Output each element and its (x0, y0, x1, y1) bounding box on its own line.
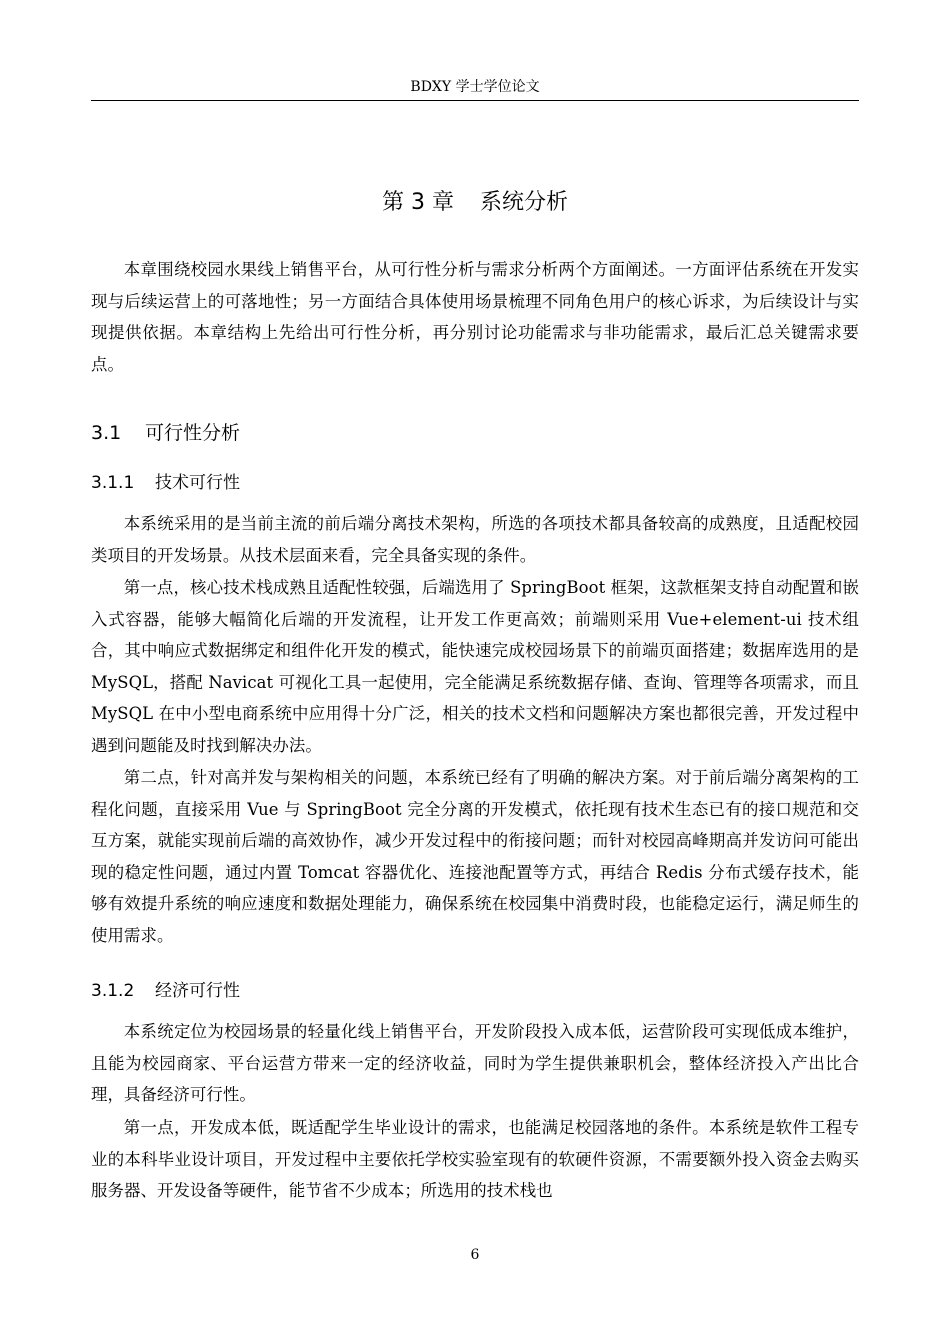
running-header: BDXY 学士学位论文 (410, 79, 540, 95)
page-number: 6 (470, 1247, 480, 1263)
paragraph: 第一点，核心技术栈成熟且适配性较强，后端选用了 SpringBoot 框架，这款框架支持自动配置和嵌入式容器，能够大幅简化后端的开发流程，让开发工作更高效；前端则采用 Vue+element-ui 技术组合，其中响应式数据绑定和组件化开发的模式，能快速完成校园场景下的前端页面搭建；数据库选用的是 MySQL，搭配 Navicat 可视化工具一起使用，完全能满足系统数据存储、查询、管理等各项需求，而且 MySQL 在中小型电商系统中应用得十分广泛，相关的技术文档和问题解决方案也都很完善，开发过程中遇到问题能及时找到解决办法。 (91, 578, 859, 755)
section-number: 3.1 (91, 422, 122, 444)
chapter-name: 系统分析 (479, 190, 568, 215)
intro-paragraph: 本章围绕校园水果线上销售平台，从可行性分析与需求分析两个方面阐述。一方面评估系统在开发实现与后续运营上的可落地性；另一方面结合具体使用场景梳理不同角色用户的核心诉求，为后续设计与实现提供依据。本章结构上先给出可行性分析，再分别讨论功能需求与非功能需求，最后汇总关键需求要点。 (91, 260, 859, 374)
paragraph: 本系统采用的是当前主流的前后端分离技术架构，所选的各项技术都具备较高的成熟度，且适配校园类项目的开发场景。从技术层面来看，完全具备实现的条件。 (91, 514, 859, 565)
subsection-number: 3.1.1 (91, 473, 135, 493)
chapter-number: 第 3 章 (382, 190, 454, 215)
section-heading-3-1 (91, 420, 240, 446)
subsection-title: 经济可行性 (155, 981, 240, 1001)
paragraph: 第二点，针对高并发与架构相关的问题，本系统已经有了明确的解决方案。对于前后端分离架构的工程化问题，直接采用 Vue 与 SpringBoot 完全分离的开发模式，依托现有技术生态已有的接口规范和交互方案，就能实现前后端的高效协作，减少开发过程中的衔接问题；而针对校园高峰期高并发访问可能出现的稳定性问题，通过内置 Tomcat 容器优化、连接池配置等方式，再结合 Redis 分布式缓存技术，能够有效提升系统的响应速度和数据处理能力，确保系统在校园集中消费时段，也能稳定运行，满足师生的使用需求。 (91, 768, 859, 945)
subsection-number: 3.1.2 (91, 981, 135, 1001)
chapter-title (91, 188, 859, 218)
subsection-heading-3-1-2 (91, 979, 240, 1003)
header-rule (91, 100, 859, 101)
subsection-heading-3-1-1 (91, 471, 240, 495)
section-title: 可行性分析 (145, 422, 241, 444)
subsection-title: 技术可行性 (155, 473, 240, 493)
paragraph: 本系统定位为校园场景的轻量化线上销售平台，开发阶段投入成本低，运营阶段可实现低成本维护，且能为校园商家、平台运营方带来一定的经济收益，同时为学生提供兼职机会，整体经济投入产出比合理，具备经济可行性。 (91, 1022, 859, 1104)
paragraph: 第一点，开发成本低，既适配学生毕业设计的需求，也能满足校园落地的条件。本系统是软件工程专业的本科毕业设计项目，开发过程中主要依托学校实验室现有的软硬件资源，不需要额外投入资金去购买服务器、开发设备等硬件，能节省不少成本；所选用的技术栈也 (91, 1118, 859, 1200)
